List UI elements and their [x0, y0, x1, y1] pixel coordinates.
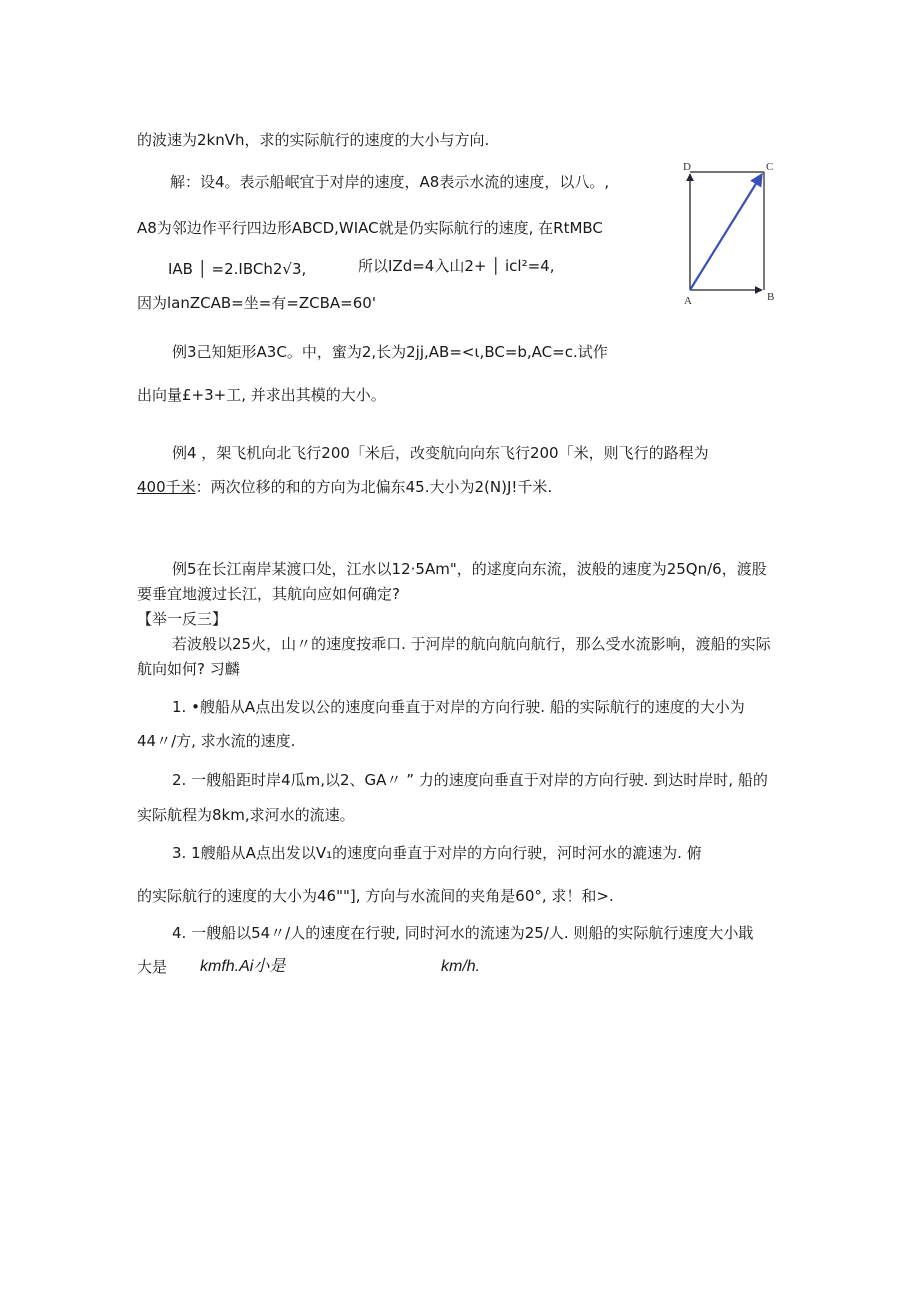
text-line-3: A8为邻边作平行四边形ABCD,WIAC就是仍实际航行的速度, 在RtMBC: [137, 219, 603, 237]
text-line-4a: IAB │ =2.IBCh2√3,: [168, 260, 307, 278]
label-c: C: [766, 161, 774, 173]
answer-underlined: 400千米: [137, 478, 196, 496]
label-b: B: [767, 291, 775, 303]
text-line-14: 航向如何? 习麟: [137, 660, 240, 678]
label-a: A: [684, 295, 692, 307]
text-line-22a: 大是: [137, 958, 168, 976]
text-line-7: 出向量£+3+工, 并求出其模的大小。: [137, 386, 386, 404]
text-line-2: 解：设4。表示船岷宜于对岸的速度，A8表示水流的速度，以八。,: [170, 173, 610, 191]
text-line-20: 的实际航行的速度的大小为46""], 方向与水流间的夹角是60°, 求！和>.: [137, 887, 614, 905]
text-line-5: 因为lanZCAB=坐=有=ZCBA=60': [137, 294, 376, 312]
text-line-11: 要垂宜地渡过长江，其航向应如何确定?: [137, 585, 400, 603]
text-line-18: 实际航程为8km,求河水的流速。: [137, 806, 355, 824]
text-line-17: 2. 一艘船距时岸4瓜m,以2、GA〃 ” 力的速度向垂直于对岸的方向行驶. 到达时岸时, 船的: [172, 771, 768, 789]
text-line-21: 4. 一艘船以54〃/人的速度在行驶, 同时河水的流速为25/人. 则船的实际航行速度大小戢: [172, 924, 754, 942]
text-line-22b: kmfh.Ai小是: [200, 958, 286, 975]
section-heading: 【举一反三】: [137, 610, 228, 628]
text-line-22c: km/h.: [441, 958, 481, 975]
vector-ac: [690, 174, 762, 290]
vector-parallelogram-figure: [676, 158, 786, 308]
text-line-9: [137, 477, 552, 497]
text-line-19: 3. 1艘船从A点出发以V₁的速度向垂直于对岸的方向行驶，河时河水的漉速为. 俯: [172, 844, 702, 862]
text-line-16: 44〃/方, 求水流的速度.: [137, 732, 296, 750]
text-line-15: 1. •艘船从A点出发以公的速度向垂直于对岸的方向行驶. 船的实际航行的速度的大小为: [172, 698, 745, 716]
text-line-13: 若波般以25火，山〃的速度按乖口. 于河岸的航向航向航行，那么受水流影响，渡船的实际: [172, 635, 771, 653]
text-line-4b: 所以IZd=4入山2+ │ icl²=4,: [358, 257, 555, 275]
label-d: D: [683, 161, 691, 173]
text-line-10: 例5在长江南岸某渡口处，江水以12·5Am"，的逑度向东流，波般的速度为25Qn/6，渡股: [172, 560, 767, 578]
text-line-6: 例3己知矩形A3C。中，蜜为2,长为2jj,AB=<ι,BC=b,AC=c.试作: [172, 343, 608, 361]
text-line-1: 的波速为2knVh，求的实际航行的速度的大小与方向.: [137, 131, 490, 149]
text-line-8: 例4 ，架飞机向北飞行200「米后，改变航向向东飞行200「米，则飞行的路程为: [172, 444, 709, 462]
text-line-9-rest: ：两次位移的和的方向为北偏东45.大小为2(N)J!千米.: [195, 478, 553, 496]
